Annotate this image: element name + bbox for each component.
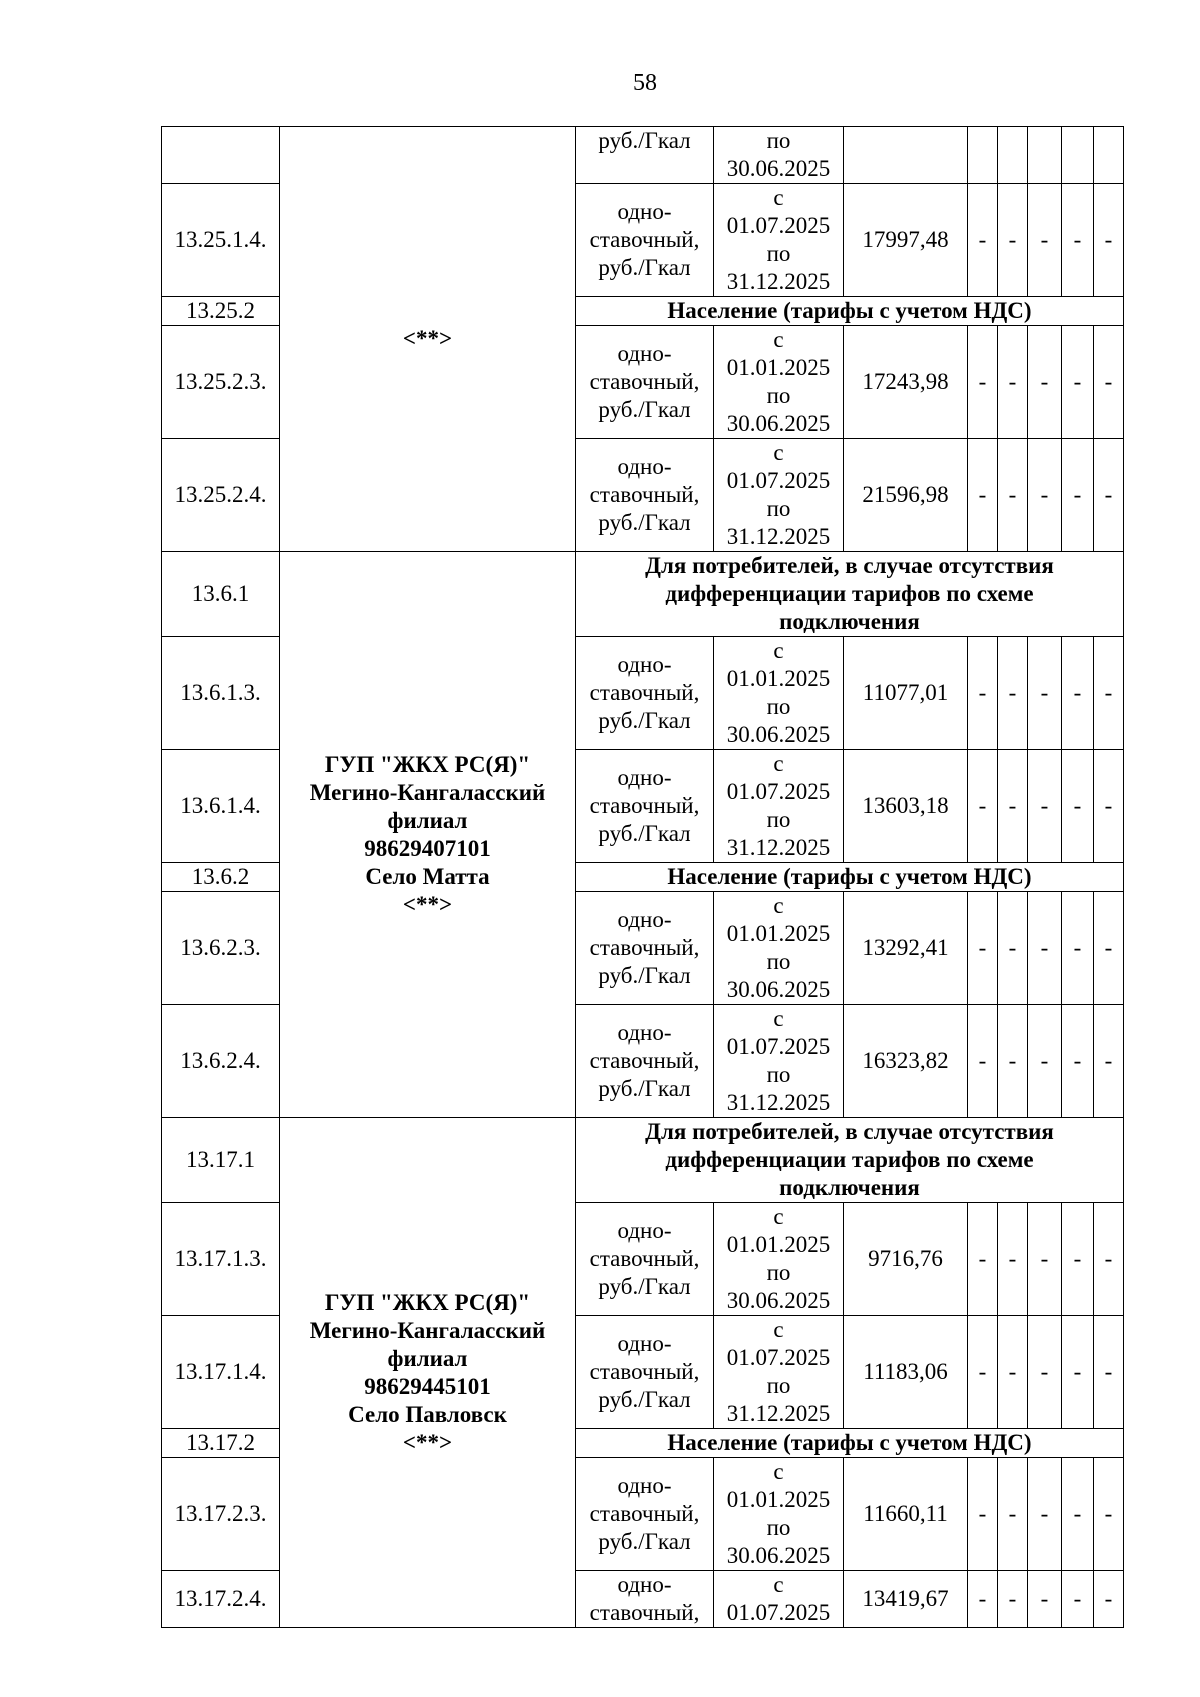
unit-cell — [576, 1458, 714, 1571]
cell-line: руб./Гкал — [598, 1274, 691, 1299]
empty-cell — [968, 127, 998, 184]
dash-cell: - — [1094, 1458, 1124, 1571]
period-cell — [714, 1316, 844, 1429]
cell-line: 98629445101 — [364, 1373, 491, 1399]
cell-line: руб./Гкал — [598, 1076, 691, 1101]
row-code: 13.25.2.3. — [162, 326, 280, 439]
tariff-value: 11077,01 — [844, 637, 968, 750]
unit-cell — [576, 637, 714, 750]
cell-line: дифференциации тарифов по схеме — [665, 581, 1034, 606]
period-cell — [714, 637, 844, 750]
dash-cell: - — [1094, 439, 1124, 552]
dash-cell: - — [1028, 1203, 1062, 1316]
cell-line: с — [773, 1204, 784, 1229]
cell-line: дифференциации тарифов по схеме — [665, 1147, 1034, 1172]
cell-line: одно- — [617, 1218, 672, 1243]
dash-cell: - — [998, 1571, 1028, 1628]
unit-cell — [576, 1005, 714, 1118]
cell-line: одно- — [617, 199, 672, 224]
period-cell — [714, 326, 844, 439]
dash-cell: - — [1028, 326, 1062, 439]
cell-line: 31.12.2025 — [726, 524, 831, 549]
empty-cell — [998, 127, 1028, 184]
unit-cell — [576, 1203, 714, 1316]
cell-line: филиал — [387, 807, 468, 833]
tariff-value: 16323,82 — [844, 1005, 968, 1118]
cell-line: Мегино-Кангаласский — [309, 779, 546, 805]
cell-line: 01.07.2025 — [726, 1600, 831, 1625]
dash-cell: - — [998, 1005, 1028, 1118]
row-code: 13.6.1.3. — [162, 637, 280, 750]
cell-line: ставочный, — [589, 1600, 700, 1625]
dash-cell: - — [1028, 1571, 1062, 1628]
cell-line: подключения — [779, 609, 920, 634]
dash-cell: - — [1094, 1316, 1124, 1429]
cell-line: по — [766, 1515, 791, 1540]
dash-cell: - — [1028, 1316, 1062, 1429]
cell-line: по — [766, 241, 791, 266]
section-row — [162, 552, 1124, 637]
cell-line: ставочный, — [589, 482, 700, 507]
cell-line: 31.12.2025 — [726, 835, 831, 860]
cell-line: с — [773, 1459, 784, 1484]
dash-cell: - — [1094, 184, 1124, 297]
organization-cell — [280, 552, 576, 1118]
row-code: 13.17.1.3. — [162, 1203, 280, 1316]
cell-line: по — [766, 694, 791, 719]
tariff-value: 21596,98 — [844, 439, 968, 552]
cell-line: 01.07.2025 — [726, 468, 831, 493]
section-title — [576, 552, 1124, 637]
dash-cell: - — [1062, 637, 1094, 750]
section-title: Население (тарифы с учетом НДС) — [576, 297, 1124, 326]
dash-cell: - — [968, 1458, 998, 1571]
cell-line: руб./Гкал — [598, 397, 691, 422]
cell-line: 01.01.2025 — [726, 1232, 831, 1257]
cell-line: 01.07.2025 — [726, 779, 831, 804]
period-cell — [714, 439, 844, 552]
cell-line: 31.12.2025 — [726, 269, 831, 294]
dash-cell: - — [998, 1203, 1028, 1316]
section-title — [576, 1118, 1124, 1203]
dash-cell: - — [1062, 1458, 1094, 1571]
cell-line: ГУП "ЖКХ РС(Я)" — [324, 1289, 531, 1315]
dash-cell: - — [968, 637, 998, 750]
org-marker: <**> — [402, 326, 453, 351]
cell-line: с — [773, 1006, 784, 1031]
cell-line: одно- — [617, 1473, 672, 1498]
row-code — [162, 127, 280, 184]
period-cell — [714, 184, 844, 297]
tariff-table — [161, 126, 1124, 1628]
tariff-value: 9716,76 — [844, 1203, 968, 1316]
cell-line: с — [773, 440, 784, 465]
row-code: 13.17.2.3. — [162, 1458, 280, 1571]
dash-cell: - — [1094, 750, 1124, 863]
cell-line: одно- — [617, 652, 672, 677]
row-code: 13.25.2.4. — [162, 439, 280, 552]
row-code: 13.6.2.3. — [162, 892, 280, 1005]
dash-cell: - — [1028, 184, 1062, 297]
cell-line: 01.01.2025 — [726, 355, 831, 380]
empty-cell — [1094, 127, 1124, 184]
cell-line: руб./Гкал — [598, 821, 691, 846]
org-marker: <**> — [402, 1429, 453, 1455]
period-cell — [714, 1458, 844, 1571]
cell-line: одно- — [617, 341, 672, 366]
cell-line: руб./Гкал — [598, 255, 691, 280]
cell-line: 30.06.2025 — [726, 977, 831, 1002]
cell-line: ставочный, — [589, 1048, 700, 1073]
cell-line: по — [766, 807, 791, 832]
dash-cell: - — [1062, 439, 1094, 552]
tariff-value: 17997,48 — [844, 184, 968, 297]
cell-line: одно- — [617, 907, 672, 932]
row-code: 13.6.1.4. — [162, 750, 280, 863]
unit-cell — [576, 1571, 714, 1628]
dash-cell: - — [968, 1203, 998, 1316]
cell-line: с — [773, 751, 784, 776]
org-marker: <**> — [402, 891, 453, 917]
cell-line: ставочный, — [589, 227, 700, 252]
cell-line: по — [766, 1062, 791, 1087]
section-code: 13.6.1 — [162, 552, 280, 637]
dash-cell: - — [1062, 892, 1094, 1005]
period-cell — [714, 750, 844, 863]
dash-cell: - — [968, 750, 998, 863]
cell-line: одно- — [617, 1020, 672, 1045]
dash-cell: - — [968, 326, 998, 439]
tariff-value: 13603,18 — [844, 750, 968, 863]
cell-line: 30.06.2025 — [726, 1543, 831, 1568]
dash-cell: - — [998, 326, 1028, 439]
cell-line: 98629407101 — [364, 835, 491, 861]
row-code: 13.6.2.4. — [162, 1005, 280, 1118]
row-code: 13.17.2.4. — [162, 1571, 280, 1628]
cell-line: Село Павловск — [348, 1401, 507, 1427]
tariff-value: 13292,41 — [844, 892, 968, 1005]
tariff-value: 13419,67 — [844, 1571, 968, 1628]
organization-cell — [280, 127, 576, 552]
cell-line: ставочный, — [589, 1359, 700, 1384]
period-cell — [714, 127, 844, 184]
dash-cell: - — [1028, 1458, 1062, 1571]
cell-line: руб./Гкал — [598, 1529, 691, 1554]
cell-line: с — [773, 327, 784, 352]
row-code: 13.25.1.4. — [162, 184, 280, 297]
cell-line: Для потребителей, в случае отсутствия — [645, 1119, 1054, 1144]
cell-line: ставочный, — [589, 935, 700, 960]
dash-cell: - — [968, 1005, 998, 1118]
dash-cell: - — [1062, 1316, 1094, 1429]
dash-cell: - — [1062, 184, 1094, 297]
unit-cell — [576, 184, 714, 297]
unit-cell — [576, 892, 714, 1005]
unit-cell — [576, 1316, 714, 1429]
section-code: 13.17.2 — [162, 1429, 280, 1458]
tariff-value: 11660,11 — [844, 1458, 968, 1571]
cell-line: 30.06.2025 — [726, 1288, 831, 1313]
cell-line: одно- — [617, 1331, 672, 1356]
cell-line: с — [773, 1572, 784, 1597]
organization-cell — [280, 1118, 576, 1628]
cell-line: 31.12.2025 — [726, 1401, 831, 1426]
dash-cell: - — [968, 439, 998, 552]
section-code: 13.6.2 — [162, 863, 280, 892]
dash-cell: - — [1028, 750, 1062, 863]
page-number: 58 — [633, 70, 657, 96]
cell-line: Село Матта — [365, 863, 490, 889]
period-cell — [714, 892, 844, 1005]
cell-line: 01.07.2025 — [726, 1345, 831, 1370]
dash-cell: - — [1028, 637, 1062, 750]
unit-cell — [576, 750, 714, 863]
cell-line: 01.07.2025 — [726, 1034, 831, 1059]
unit-cell: руб./Гкал — [576, 127, 714, 184]
tariff-value: 17243,98 — [844, 326, 968, 439]
dash-cell: - — [1028, 1005, 1062, 1118]
period-cell — [714, 1203, 844, 1316]
period-cell — [714, 1571, 844, 1628]
cell-line: 30.06.2025 — [726, 411, 831, 436]
dash-cell: - — [968, 892, 998, 1005]
cell-line: руб./Гкал — [598, 1387, 691, 1412]
cell-line: ставочный, — [589, 793, 700, 818]
empty-cell — [844, 127, 968, 184]
section-code: 13.17.1 — [162, 1118, 280, 1203]
cell-line: по — [766, 128, 791, 153]
dash-cell: - — [998, 439, 1028, 552]
dash-cell: - — [968, 1571, 998, 1628]
dash-cell: - — [1062, 750, 1094, 863]
cell-line: 01.01.2025 — [726, 666, 831, 691]
dash-cell: - — [1062, 1203, 1094, 1316]
cell-line: руб./Гкал — [598, 963, 691, 988]
cell-line: с — [773, 1317, 784, 1342]
section-code: 13.25.2 — [162, 297, 280, 326]
dash-cell: - — [968, 1316, 998, 1429]
dash-cell: - — [998, 750, 1028, 863]
dash-cell: - — [1094, 1571, 1124, 1628]
cell-line: 01.01.2025 — [726, 1487, 831, 1512]
dash-cell: - — [968, 184, 998, 297]
cell-line: ставочный, — [589, 1501, 700, 1526]
dash-cell: - — [1028, 892, 1062, 1005]
empty-cell — [1062, 127, 1094, 184]
cell-line: по — [766, 1373, 791, 1398]
dash-cell: - — [1062, 1005, 1094, 1118]
cell-line: 30.06.2025 — [726, 722, 831, 747]
dash-cell: - — [998, 892, 1028, 1005]
dash-cell: - — [998, 637, 1028, 750]
tariff-value: 11183,06 — [844, 1316, 968, 1429]
cell-line: 01.07.2025 — [726, 213, 831, 238]
cell-line: одно- — [617, 1572, 672, 1597]
empty-cell — [1028, 127, 1062, 184]
cell-line: ставочный, — [589, 1246, 700, 1271]
cell-line: одно- — [617, 765, 672, 790]
cell-line: 01.01.2025 — [726, 921, 831, 946]
cell-line: с — [773, 185, 784, 210]
cell-line: ставочный, — [589, 680, 700, 705]
dash-cell: - — [1062, 1571, 1094, 1628]
row-code: 13.17.1.4. — [162, 1316, 280, 1429]
cell-line: руб./Гкал — [598, 708, 691, 733]
cell-line: Для потребителей, в случае отсутствия — [645, 553, 1054, 578]
section-title: Население (тарифы с учетом НДС) — [576, 1429, 1124, 1458]
cell-line: по — [766, 1260, 791, 1285]
dash-cell: - — [1062, 326, 1094, 439]
unit-cell — [576, 326, 714, 439]
dash-cell: - — [1094, 1203, 1124, 1316]
dash-cell: - — [1094, 326, 1124, 439]
dash-cell: - — [1094, 637, 1124, 750]
cell-line: одно- — [617, 454, 672, 479]
dash-cell: - — [1028, 439, 1062, 552]
section-title: Население (тарифы с учетом НДС) — [576, 863, 1124, 892]
cell-line: руб./Гкал — [598, 510, 691, 535]
cell-line: с — [773, 638, 784, 663]
cell-line: 30.06.2025 — [726, 156, 831, 181]
cell-line: по — [766, 949, 791, 974]
section-row — [162, 1118, 1124, 1203]
cell-line: филиал — [387, 1345, 468, 1371]
cell-line: с — [773, 893, 784, 918]
cell-line: 31.12.2025 — [726, 1090, 831, 1115]
cell-line: по — [766, 496, 791, 521]
dash-cell: - — [1094, 1005, 1124, 1118]
dash-cell: - — [998, 184, 1028, 297]
dash-cell: - — [1094, 892, 1124, 1005]
cell-line: подключения — [779, 1175, 920, 1200]
cell-line: Мегино-Кангаласский — [309, 1317, 546, 1343]
cell-line: ГУП "ЖКХ РС(Я)" — [324, 751, 531, 777]
dash-cell: - — [998, 1458, 1028, 1571]
table-row — [162, 127, 1124, 184]
cell-line: ставочный, — [589, 369, 700, 394]
period-cell — [714, 1005, 844, 1118]
cell-line: по — [766, 383, 791, 408]
dash-cell: - — [998, 1316, 1028, 1429]
unit-cell — [576, 439, 714, 552]
